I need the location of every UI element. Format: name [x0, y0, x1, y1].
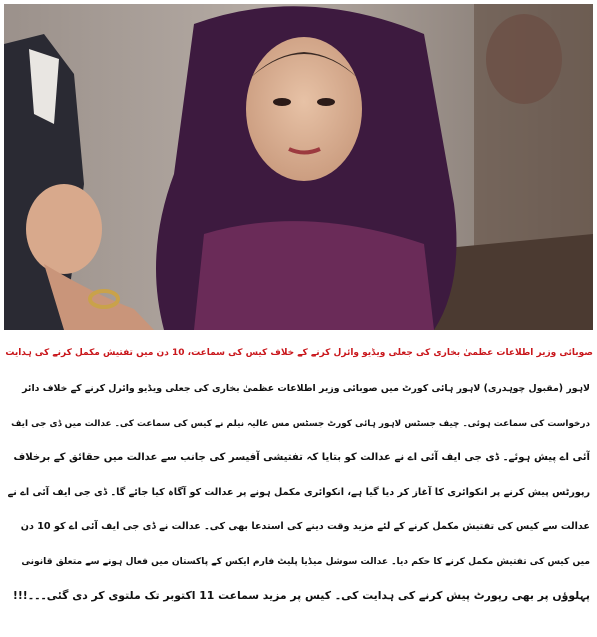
headline: صوبائی وزیر اطلاعات عظمیٰ بخاری کی جعلی ویڈیو وائرل کرنے کے خلاف کیس کی سماعت، 10 دن میں تفتیش مکمل کرنے کی ہدایت — [5, 348, 593, 358]
body-line: درخواست کی سماعت ہوئی۔ چیف جسٹس لاہور ہائی کورٹ جسٹس مس عالیہ نیلم نے کیس کی سماعت کی۔ عدالت میں ڈی جی ایف — [11, 418, 590, 429]
body-line: پہلوؤں پر بھی رپورٹ پیش کرنے کی ہدایت کی۔ کیس پر مزید سماعت 11 اکتوبر تک ملتوی کر دی گئی۔۔۔!!! — [12, 589, 590, 602]
news-photo — [4, 4, 593, 330]
body-line: لاہور (مقبول چوہدری) لاہور ہائی کورٹ میں صوبائی وزیر اطلاعات عظمیٰ بخاری کی جعلی ویڈیو وائرل کرنے کے خلاف دائر — [22, 383, 590, 394]
article-body — [8, 372, 590, 614]
body-line: میں کیس کی تفتیش مکمل کرنے کا حکم دیا۔ عدالت سوشل میڈیا پلیٹ فارم ایکس کے پاکستان میں فعال ہونے سے متعلق قانونی — [21, 556, 590, 567]
body-line: آئی اے پیش ہوئے۔ ڈی جی ایف آئی اے نے عدالت کو بتایا کہ تفتیشی آفیسر کی جانب سے عدالت میں حقائق کے برخلاف — [13, 452, 590, 463]
body-line: عدالت سے کیس کی تفتیش مکمل کرنے کے لئے مزید وقت دینے کی استدعا بھی کی۔ عدالت نے ڈی جی ایف آئی اے کو 10 دن — [20, 521, 590, 532]
body-line: رپورٹس پیش کرنے پر انکوائری کا آغاز کر دیا گیا ہے، انکوائری مکمل ہونے پر عدالت کو آگاہ کیا جائے گا۔ ڈی جی ایف آئی اے نے — [8, 486, 590, 498]
